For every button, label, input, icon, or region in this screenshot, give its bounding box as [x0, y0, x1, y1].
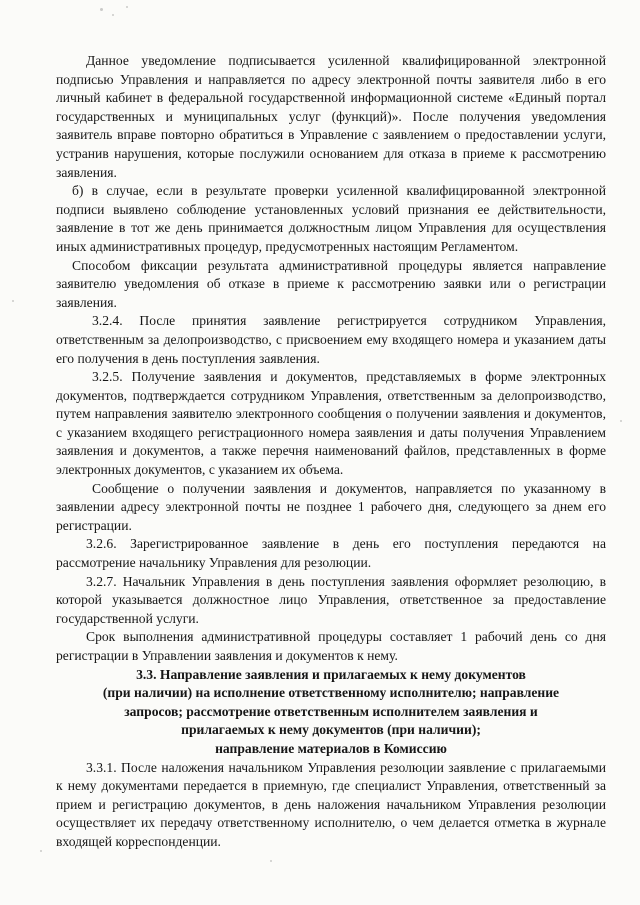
heading-line: направление материалов в Комиссию [215, 740, 447, 756]
heading-line: запросов; рассмотрение ответственным исполнителем заявления и [124, 703, 538, 719]
paragraph: Данное уведомление подписывается усиленной квалифицированной электронной подписью Управления и направляется по адресу электронной почты заявителя либо в его личный кабинет в федеральной государственной информационной системе «Единый портал государственных и муниципальных услуг (функций)». После получения уведомления заявитель вправе повторно обратиться в Управление с заявлением о предоставлении услуги, устранив нарушения, которые послужили основанием для отказа в приеме к рассмотрению заявления. [56, 53, 606, 180]
paragraph: 3.3.1. После наложения начальником Управления резолюции заявление с прилагаемыми к нему документами передается в приемную, где специалист Управления, ответственный за прием и регистрацию документов, в день наложения начальником Управления резолюции осуществляет их передачу ответственному исполнителю, о чем делается отметка в журнале входящей корреспонденции. [56, 759, 606, 849]
paragraph: 3.2.6. Зарегистрированное заявление в день его поступления передаются на рассмотрение начальнику Управления для резолюции. [56, 536, 606, 571]
paragraph: б) в случае, если в результате проверки усиленной квалифицированной электронной подписи выявлено соблюдение установленных условий признания ее действительности, заявление в тот же день принимается должностным лицом Управления для осуществления иных административных процедур, предусмотренных настоящим Регламентом. [56, 183, 606, 254]
heading-line: (при наличии) на исполнение ответственному исполнителю; направление [102, 685, 560, 701]
document-page [56, 52, 606, 852]
heading-line: прилагаемых к нему документов (при наличии); [181, 722, 481, 738]
paragraph: 3.2.5. Получение заявления и документов, представляемых в форме электронных документов, подтверждается сотрудником Управления, ответственным за делопроизводство, путем направления заявителю электронного сообщения о получении заявления и документов, с указанием входящего регистрационного номера заявления и даты получения Управлением заявления и документов, а также перечня наименований файлов, представленных в форме электронных документов, с указанием их объема. [56, 369, 606, 478]
paragraph: 3.2.7. Начальник Управления в день поступления заявления оформляет резолюцию, в которой указывается должностное лицо Управления, ответственное за предоставление государственной услуги. [56, 573, 606, 626]
paragraph: Способом фиксации результата административной процедуры является направление заявителю уведомления об отказе в приеме к рассмотрению заявки или о регистрации заявления. [56, 257, 606, 310]
paragraph: Срок выполнения административной процедуры составляет 1 рабочий день со дня регистрации в Управлении заявления и документов к нему. [56, 629, 606, 663]
section-heading [56, 666, 606, 759]
heading-line: 3.3. Направление заявления и прилагаемых к нему документов [136, 666, 526, 682]
paragraph: 3.2.4. После принятия заявление регистрируется сотрудником Управления, ответственным за делопроизводство, с присвоением ему входящего номера и указанием даты его получения в день поступления заявления. [56, 313, 606, 366]
paragraph: Сообщение о получении заявления и документов, направляется по указанному в заявлении адресу электронной почты не позднее 1 рабочего дня, следующего за днем его регистрации. [56, 480, 606, 533]
